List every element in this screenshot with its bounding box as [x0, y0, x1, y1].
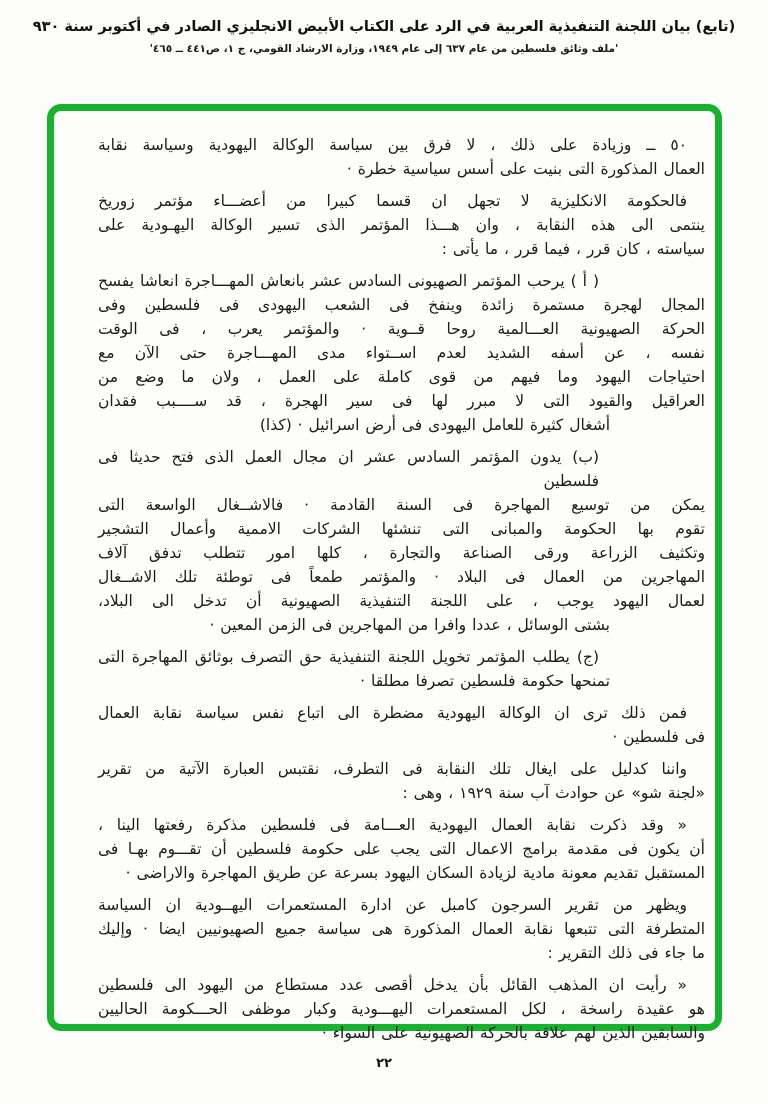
document-page — [0, 19, 768, 1071]
text-line: أشغال كثيرة للعامل اليهودى فى أرض اسرائيل · (كذا) — [259, 416, 610, 434]
page-title: (تابع) بيان اللجنة التنفيذية العربية في الرد على الكتاب الأبيض الانجليزي الصادر في أكتوبر سنة ٩٣٠ — [32, 19, 736, 35]
text-line: احتياجات اليهود وما فيهم من قوى كاملة على العمل ، ولان ما وضع من — [98, 368, 705, 386]
highlight-frame — [47, 104, 722, 1042]
body-text — [54, 111, 715, 1045]
text-line: واننا كدليل على ايغال تلك النقابة فى التطرف، نقتبس العبارة الآتية من تقرير — [98, 760, 687, 778]
page-number: ٢٢ — [376, 1056, 392, 1071]
text-line: نفسه ، عن أسفه الشديد لعدم اســتواء مدى المهـــاجرة حتى الآن مع — [98, 344, 705, 362]
text-line: «لجنة شو» عن حوادث آب سنة ١٩٢٩ ، وهى : — [402, 784, 705, 802]
document-header — [0, 19, 768, 55]
text-line: أن يكون فى مقدمة برامج الاعمال التى يجب على حكومة فلسطين أن تقـــوم بهـا فى — [98, 840, 705, 858]
text-line: المستقبل تقديم معونة مادية لزيادة السكان اليهود بسرعة عن طريق المهاجرة والاراضى · — [125, 864, 705, 882]
text-line: ٥٠ ــ وزيادة على ذلك ، لا فرق بين سياسة الوكالة اليهودية وسياسة نقابة — [98, 136, 687, 154]
text-line: المتطرفة التى تتبعها نقابة العمال المذكورة هى سياسة جميع الصهيونيين ايضا · وإليك — [98, 920, 705, 938]
text-line: سياسته ، كان قرر ، فيما قرر ، ما يأتى : — [441, 240, 705, 258]
text-line: فمن ذلك ترى ان الوكالة اليهودية مضطرة الى اتباع نفس سياسة نقابة العمال — [98, 704, 687, 722]
text-line: والسابقين الذين لهم علاقة بالحركة الصهيونية على السواء · — [321, 1024, 705, 1042]
text-line: تقوم بها الحكومة والمبانى التى تنشئها الشركات الاممية وأعمال التشجير — [98, 520, 705, 538]
text-line: (ب) يدون المؤتمر السادس عشر ان مجال العمل الذى فتح حديثا فى فلسطين — [98, 448, 599, 490]
text-line: ويظهر من تقرير السرجون كامبل عن ادارة المستعمرات اليهــودية ان السياسة — [98, 896, 687, 914]
text-line: (ج) يطلب المؤتمر تخويل اللجنة التنفيذية حق التصرف بوثائق المهاجرة التى — [98, 648, 599, 666]
text-line: المهاجرين من العمال فى البلاد · والمؤتمر طمعاً فى توطئة تلك الاشــغال — [98, 568, 705, 586]
text-line: بشتى الوسائل ، عددا وافرا من المهاجرين فى الزمن المعين · — [209, 616, 610, 634]
text-line: المجال لهجرة مستمرة زائدة وينفخ فى الشعب اليهودى فى فلسطين وفى — [98, 296, 705, 314]
text-line: « وقد ذكرت نقابة العمال اليهودية العـــامة فى فلسطين مذكرة رفعتها الينا ، — [98, 816, 687, 834]
text-line: لعمال اليهود يوجب ، على اللجنة التنفيذية الصهيونية أن تدخل الى البلاد، — [98, 592, 705, 610]
text-line: الحركة الصهيونية العـــالمية روحا قــوية · والمؤتمر يعرب ، فى الوقت — [98, 320, 705, 338]
text-line: ينتمى الى هذه النقابة ، وان هـــذا المؤتمر الذى تسير الوكالة اليهـودية على — [98, 216, 705, 234]
text-line: فالحكومة الانكليزية لا تجهل ان قسما كبيرا من أعضـــاء مؤتمر زوريخ — [98, 192, 687, 210]
text-line: « رأيت ان المذهب القائل بأن يدخل أقصى عدد مستطاع من اليهود الى فلسطين — [98, 976, 687, 994]
text-line: ما جاء فى ذلك التقرير : — [547, 944, 705, 962]
text-line: ( أ ) يرحب المؤتمر الصهيونى السادس عشر بانعاش المهـــاجرة انعاشا يفسح — [98, 272, 599, 290]
text-line: هو عقيدة راسخة ، لكل المستعمرات اليهـــودية وكبار موظفى الحـــكومة الحاليين — [98, 1000, 705, 1018]
text-line: العمال المذكورة التى بنيت على أسس سياسية خطرة · — [346, 160, 705, 178]
text-line: فى فلسطين · — [612, 728, 705, 746]
text-line: وتكثيف الزراعة ورقى الصناعة والتجارة ، كلها امور تتطلب تدفق آلاف — [98, 544, 705, 562]
text-line: العراقيل والقيود التى لا مبرر لها فى سير الهجرة ، قد ســــبب فقدان — [98, 392, 705, 410]
text-line: تمنحها حكومة فلسطين تصرفا مطلقا · — [360, 672, 610, 690]
source-citation: 'ملف وثائق فلسطين من عام ٦٣٧ إلى عام ١٩٤٩، وزارة الارشاد القومي، ج ١، ص٤٤١ ــ ٤٦٥' — [149, 43, 619, 55]
text-line: يمكن من توسيع المهاجرة فى السنة القادمة · فالاشــغال الواسعة التى — [98, 496, 705, 514]
